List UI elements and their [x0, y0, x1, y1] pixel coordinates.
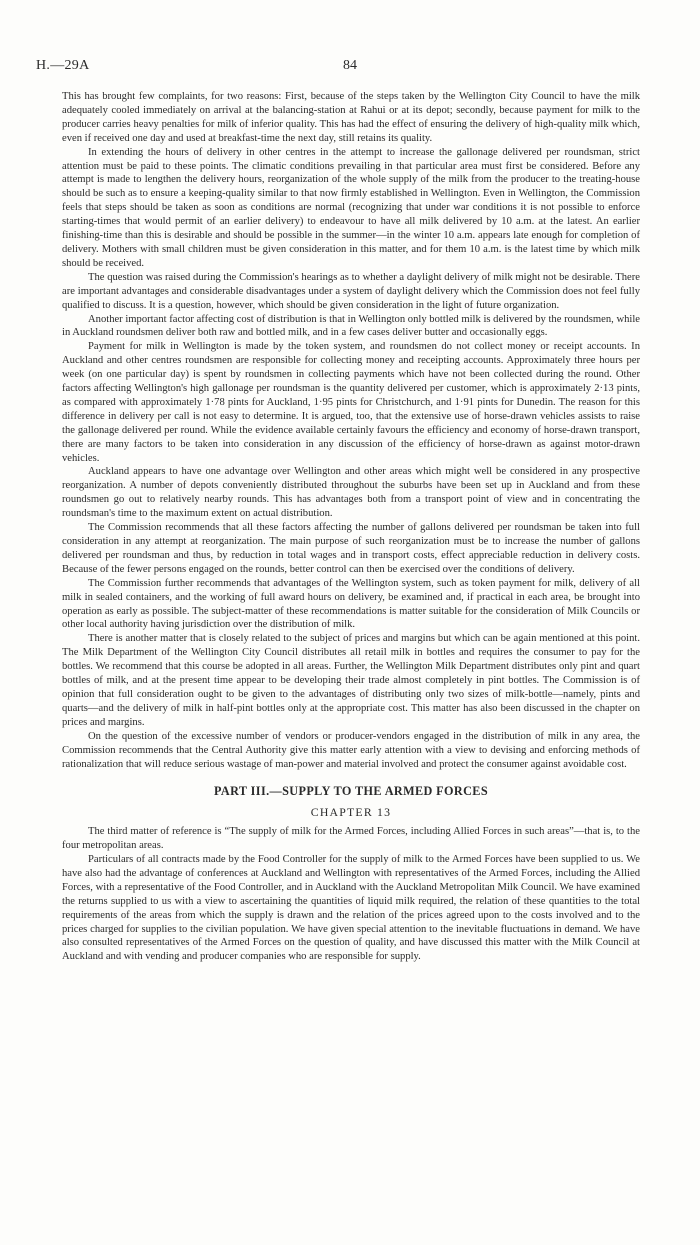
paragraph: The Commission recommends that all these factors affecting the number of gallons delivered per roundsman be taken into full consideration in any attempt at reorganization. The main purpose of such reorganization must be to increase the number of gallons delivered per roundsman and thus, by reduction in total wages and in transport costs, effect appreciable reduction in delivery costs. Because of the fewer persons engaged on the rounds, better control can then be exercised over the conditions of delivery.: [62, 522, 640, 575]
paragraph: The question was raised during the Commission's hearings as to whether a daylight delivery of milk might not be desirable. There are important advantages and considerable disadvantages under a system of daylight delivery which the Commission does not feel fully qualified to discuss. It is a question, however, which should be given consideration in the light of future organization.: [62, 271, 640, 311]
part-heading: PART III.—SUPPLY TO THE ARMED FORCES: [213, 784, 489, 799]
paragraph: Particulars of all contracts made by the Food Controller for the supply of milk to the Armed Forces have been supplied to us. We have also had the advantage of conferences at Auckland and Wellington with representatives of the Armed Forces, including the Allied Forces, with a representative of the Food Controller, and in Auckland with the Auckland Metropolitan Milk Council. We have examined the returns supplied to us with a view to ascertaining the quantities of liquid milk required, the relation of these quantities to the total requirements of the areas from which the supply is drawn and the relation of the prices agreed upon to the costs involved and to the prices charged for supplies to the civilian population. We have given special attention to the inevitable fluctuations in demand. We have also consulted representatives of the Armed Forces on the question of quality, and have discussed this matter with the Milk Council at Auckland and with vending and producer companies who are responsible for supply.: [62, 854, 640, 963]
paragraph: In extending the hours of delivery in other centres in the attempt to increase the gallonage delivered per roundsman, strict attention must be paid to these points. The climatic conditions prevailing in that particular area must first be considered. Before any attempt is made to lengthen the delivery hours, reorganization of the whole supply of the milk from the producer to the treating-house should be such as to ensure a keeping-quality similar to that now firmly established in Wellington. Even in Wellington, the Commission feels that steps should be taken as soon as conditions are normal (recognizing that under war conditions it is not possible to enforce starting-times that would permit of an earlier delivery) to endeavour to have all milk delivered by 10 a.m. at the latest. An earlier finishing-time than this is desirable and should be possible in the summer—in the winter 10 a.m. appears late enough for completion of delivery. Mothers with small children must be given consideration in this matter, and for them 10 a.m. is the latest time by which milk should be received.: [62, 146, 640, 269]
page-header: [36, 58, 664, 78]
paragraph: Another important factor affecting cost of distribution is that in Wellington only bottled milk is delivered by the roundsmen, while in Auckland roundsmen deliver both raw and bottled milk, and in a few cases deliver butter and occasionally eggs.: [62, 313, 640, 339]
paragraph: The Commission further recommends that advantages of the Wellington system, such as token payment for milk, delivery of all milk in sealed containers, and the working of full award hours on delivery, be examined and, if practical in each area, be brought into operation as early as possible. The subject-matter of these recommendations is matter suitable for the consideration of Milk Councils or other local authority having jurisdiction over the distribution of milk.: [62, 577, 640, 631]
page-body: [62, 90, 640, 964]
paragraph: The third matter of reference is “The supply of milk for the Armed Forces, including Allied Forces in such areas”—that is, to the four metropolitan areas.: [62, 826, 640, 852]
document-reference: H.—29A: [36, 58, 90, 73]
paragraph: There is another matter that is closely related to the subject of prices and margins but which can be again mentioned at this point. The Milk Department of the Wellington City Council distributes all retail milk in bottles and requires the consumer to pay for the bottles. We recommend that this course be adopted in all areas. Further, the Wellington Milk Department distributes only pint and quart bottles of milk, and at the present time appear to be developing their trade almost completely in pint bottles. The Commission is of opinion that full consideration ought to be given to the advantages of distributing only two sizes of milk-bottle—namely, pints and quarts—and the delivery of milk in half-pint bottles only at the appropriate cost. This matter has also been discussed in the chapter on prices and margins.: [62, 633, 640, 728]
page-number: 84: [343, 58, 357, 73]
paragraph: Payment for milk in Wellington is made by the token system, and roundsmen do not collect money or receipt accounts. In Auckland and other centres roundsmen are responsible for collecting money and receipting accounts. Approximately three hours per week (on one particular day) is spent by roundsmen in collecting payments which have not been collected during the round. Other factors affecting Wellington's high gallonage per roundsman is the quantity delivered per customer, which is approximately 2·13 pints, as compared with approximately 1·78 pints for Auckland, 1·95 pints for Christchurch, and 1·91 pints for Dunedin. The reason for this difference in delivery per call is not easy to determine. It is argued, too, that the extensive use of horse-drawn vehicles assists to raise the gallonage delivered per round. While the evidence available certainly favours the efficiency and economy of horse-drawn transport, there are many factors to be taken into consideration in any discussion of the efficiency of horse-drawn as against motor-drawn vehicles.: [62, 341, 640, 464]
paragraph: This has brought few complaints, for two reasons: First, because of the steps taken by the Wellington City Council to have the milk adequately cooled immediately on arrival at the balancing-station at Rahui or at its depot; secondly, because payment for milk to the producer carries heavy penalties for milk of inferior quality. This has had the effect of ensuring the delivery of high-quality milk which, even if received one day and used at breakfast-time the next day, still retains its quality.: [62, 91, 640, 144]
chapter-heading: CHAPTER 13: [310, 805, 392, 820]
paragraph: On the question of the excessive number of vendors or producer-vendors engaged in the distribution of milk in any area, the Commission recommends that the Central Authority give this matter early attention with a view to devising and enforcing methods of rationalization that will reduce serious wastage of man-power and material involved and protect the consumer against avoidable cost.: [62, 730, 640, 770]
paragraph: Auckland appears to have one advantage over Wellington and other areas which might well be considered in any prospective reorganization. A number of depots conveniently distributed throughout the suburbs have been set up in Auckland and from these roundsmen go out to relatively nearby rounds. This has advantages both from a transport point of view and in concentrating the roundsman's time to the maximum extent on actual distribution.: [62, 466, 640, 520]
